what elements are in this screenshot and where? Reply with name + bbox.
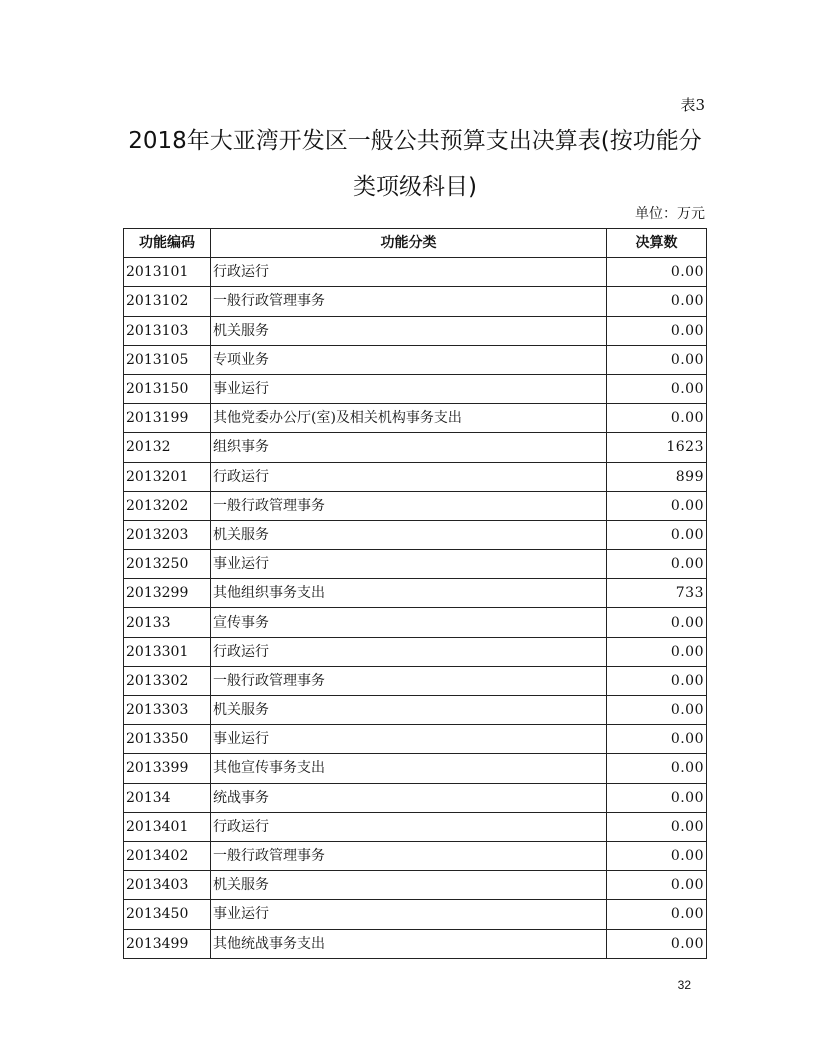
- table-row: [124, 754, 707, 783]
- category-cell: 机关服务: [211, 316, 607, 345]
- table-row: [124, 258, 707, 287]
- budget-table: [123, 228, 707, 959]
- unit-label: 单位：万元: [635, 206, 705, 222]
- code-cell: 2013499: [124, 929, 211, 958]
- category-cell: 事业运行: [211, 900, 607, 929]
- table-row: [124, 316, 707, 345]
- table-row: [124, 579, 707, 608]
- amount-cell: 0.00: [607, 841, 707, 870]
- code-cell: 2013150: [124, 374, 211, 403]
- page-title: 2018年大亚湾开发区一般公共预算支出决算表(按功能分类项级科目): [128, 128, 702, 200]
- code-cell: 2013103: [124, 316, 211, 345]
- table-row: [124, 404, 707, 433]
- category-cell: 组织事务: [211, 433, 607, 462]
- amount-cell: 0.00: [607, 696, 707, 725]
- table-row: [124, 287, 707, 316]
- amount-cell: 0.00: [607, 287, 707, 316]
- table-row: [124, 520, 707, 549]
- amount-cell: 733: [607, 579, 707, 608]
- column-header-amount: 决算数: [607, 229, 707, 258]
- code-cell: 2013199: [124, 404, 211, 433]
- amount-cell: 0.00: [607, 258, 707, 287]
- code-cell: 20134: [124, 783, 211, 812]
- category-cell: 一般行政管理事务: [211, 287, 607, 316]
- amount-cell: 0.00: [607, 608, 707, 637]
- category-cell: 机关服务: [211, 696, 607, 725]
- amount-cell: 0.00: [607, 316, 707, 345]
- category-cell: 统战事务: [211, 783, 607, 812]
- table-label: 表3: [680, 96, 705, 114]
- table-header-row: [124, 229, 707, 258]
- amount-cell: 0.00: [607, 637, 707, 666]
- amount-cell: 1623: [607, 433, 707, 462]
- table-row: [124, 900, 707, 929]
- code-cell: 2013203: [124, 520, 211, 549]
- amount-cell: 899: [607, 462, 707, 491]
- category-cell: 行政运行: [211, 462, 607, 491]
- table-row: [124, 929, 707, 958]
- category-cell: 事业运行: [211, 725, 607, 754]
- page-number: 32: [677, 978, 691, 992]
- table-row: [124, 841, 707, 870]
- category-cell: 事业运行: [211, 550, 607, 579]
- table-row: [124, 550, 707, 579]
- table-row: [124, 345, 707, 374]
- code-cell: 2013350: [124, 725, 211, 754]
- code-cell: 2013399: [124, 754, 211, 783]
- amount-cell: 0.00: [607, 520, 707, 549]
- amount-cell: 0.00: [607, 374, 707, 403]
- amount-cell: 0.00: [607, 783, 707, 812]
- amount-cell: 0.00: [607, 929, 707, 958]
- column-header-code: 功能编码: [124, 229, 211, 258]
- category-cell: 行政运行: [211, 258, 607, 287]
- table-body: [124, 258, 707, 959]
- code-cell: 2013250: [124, 550, 211, 579]
- category-cell: 其他组织事务支出: [211, 579, 607, 608]
- code-cell: 20132: [124, 433, 211, 462]
- amount-cell: 0.00: [607, 900, 707, 929]
- category-cell: 其他党委办公厅(室)及相关机构事务支出: [211, 404, 607, 433]
- code-cell: 2013402: [124, 841, 211, 870]
- code-cell: 2013303: [124, 696, 211, 725]
- category-cell: 事业运行: [211, 374, 607, 403]
- code-cell: 2013102: [124, 287, 211, 316]
- table-row: [124, 433, 707, 462]
- code-cell: 2013105: [124, 345, 211, 374]
- category-cell: 机关服务: [211, 871, 607, 900]
- table-row: [124, 725, 707, 754]
- category-cell: 行政运行: [211, 637, 607, 666]
- category-cell: 宣传事务: [211, 608, 607, 637]
- code-cell: 2013301: [124, 637, 211, 666]
- column-header-category: 功能分类: [211, 229, 607, 258]
- category-cell: 其他宣传事务支出: [211, 754, 607, 783]
- code-cell: 20133: [124, 608, 211, 637]
- table-row: [124, 462, 707, 491]
- amount-cell: 0.00: [607, 491, 707, 520]
- category-cell: 专项业务: [211, 345, 607, 374]
- amount-cell: 0.00: [607, 812, 707, 841]
- category-cell: 机关服务: [211, 520, 607, 549]
- code-cell: 2013101: [124, 258, 211, 287]
- table-row: [124, 637, 707, 666]
- table-row: [124, 491, 707, 520]
- amount-cell: 0.00: [607, 871, 707, 900]
- table-row: [124, 666, 707, 695]
- amount-cell: 0.00: [607, 754, 707, 783]
- code-cell: 2013299: [124, 579, 211, 608]
- table-row: [124, 608, 707, 637]
- table-row: [124, 812, 707, 841]
- amount-cell: 0.00: [607, 666, 707, 695]
- amount-cell: 0.00: [607, 550, 707, 579]
- amount-cell: 0.00: [607, 725, 707, 754]
- category-cell: 一般行政管理事务: [211, 841, 607, 870]
- amount-cell: 0.00: [607, 404, 707, 433]
- table-row: [124, 374, 707, 403]
- code-cell: 2013201: [124, 462, 211, 491]
- amount-cell: 0.00: [607, 345, 707, 374]
- code-cell: 2013302: [124, 666, 211, 695]
- table-row: [124, 783, 707, 812]
- table-row: [124, 871, 707, 900]
- category-cell: 一般行政管理事务: [211, 491, 607, 520]
- code-cell: 2013202: [124, 491, 211, 520]
- code-cell: 2013401: [124, 812, 211, 841]
- category-cell: 行政运行: [211, 812, 607, 841]
- category-cell: 一般行政管理事务: [211, 666, 607, 695]
- category-cell: 其他统战事务支出: [211, 929, 607, 958]
- table-row: [124, 696, 707, 725]
- code-cell: 2013403: [124, 871, 211, 900]
- code-cell: 2013450: [124, 900, 211, 929]
